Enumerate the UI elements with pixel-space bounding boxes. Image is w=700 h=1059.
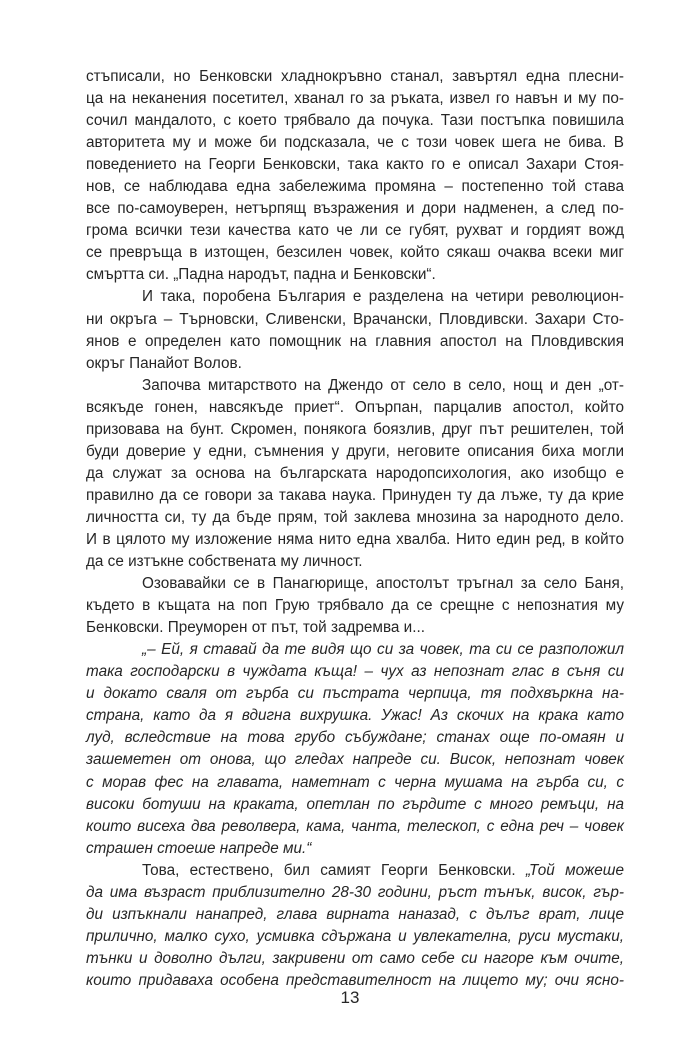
text-line: които придаваха особена представителност на лицето му; очи ясно- xyxy=(86,971,624,989)
text-line: личността си, ту да бъде прям, той заклева мнозина за народното дело. xyxy=(86,508,624,526)
text-line: смъртта си. „Падна народът, падна и Бенковски“. xyxy=(86,266,436,284)
text-line: янов е определен като помощник на главния апостол на Пловдивския xyxy=(86,332,624,350)
quote-line: страшен стоеше напреде ми.“ xyxy=(86,839,312,857)
text-line: където в къщата на поп Грую трябвало да се срещне с непознатия му xyxy=(86,597,624,615)
text-line: стъписали, но Бенковски хладнокръвно станал, завъртял една плесни- xyxy=(86,68,624,85)
block-quote xyxy=(86,639,624,859)
text-line: ди изпъкнали нанапред, глава вирната наназад, с дълъг врат, лице xyxy=(86,905,624,923)
text-line: сочил мандалото, с което трябвало да почука. Тази постъпка повишила xyxy=(86,112,624,130)
text-line: Озовавайки се в Панагюрище, апостолът тръгнал за село Баня, xyxy=(142,575,624,593)
text-line: призовава на бунт. Скромен, понякога боязлив, друг път решителен, той xyxy=(86,420,624,438)
text-line: И така, поробена България е разделена на четири революцион- xyxy=(142,288,624,306)
text-line: авторитета му и може би подсказала, че с този човек шега не бива. В xyxy=(86,134,624,152)
quote-line: луд, вследствие на това грубо събуждане; станах още по-омаян и xyxy=(86,729,624,747)
page-text xyxy=(86,66,624,992)
text-line: да има възраст приблизително 28-30 години, ръст тънък, висок, гър- xyxy=(86,883,624,901)
text-line: буди доверие у едни, съмнения у други, неговите описания биха могли xyxy=(86,442,624,460)
text-line: Бенковски. Преуморен от път, той задремва и... xyxy=(86,619,425,637)
quote-line: които висеха два револвера, кама, чанта, телескоп, с една реч – човек xyxy=(86,817,624,835)
text-line: И в цялото му изложение няма нито една хвалба. Нито един ред, в който xyxy=(86,530,624,548)
quote-line: и докато сваля от гърба си пъстрата черпица, тя подхвъркна на- xyxy=(86,685,624,703)
text-line: да се изтъкне собствената му личност. xyxy=(86,553,363,571)
text-line: правилно да се говори за такава наука. Принуден ту да лъже, ту да крие xyxy=(86,486,624,504)
text-line: тънки и доволно дълги, закривени от само себе си нагоре към очите, xyxy=(86,949,624,967)
text-line: всякъде гонен, навсякъде приет“. Опърпан, парцалив апостол, който xyxy=(86,398,624,416)
quote-line: високи ботуши на краката, опетлан по гърдите с много ремъци, на xyxy=(86,795,624,813)
text-line: Започва митарството на Джендо от село в село, нощ и ден „от- xyxy=(142,376,624,394)
paragraph xyxy=(86,375,624,573)
text-line: окръг Панайот Волов. xyxy=(86,354,242,372)
quote-line: страна, като да я вдигна вихрушка. Ужас! Аз скочих на крака като xyxy=(86,707,624,725)
quote-line: така господарски в чуждата къща! – чух аз непознат глас в съня си xyxy=(86,663,624,681)
quote-line: с морав фес на главата, наметнат с черна мушама на гърба си, с xyxy=(86,773,624,791)
page-number: 13 xyxy=(340,988,360,1007)
text-line: поведението на Георги Бенковски, така както го е описал Захари Стоя- xyxy=(86,156,624,174)
text-line: ца на неканения посетител, хванал го за ръката, извел го навън и му по- xyxy=(86,90,624,108)
paragraph xyxy=(86,573,624,639)
text-line: прилично, малко сухо, усмивка сдържана и увлекателна, руси мустаки, xyxy=(86,927,624,945)
text-line: все по-самоуверен, нетърпящ възражения и дори надменен, а след по- xyxy=(86,200,624,218)
text-line: грома всички тези качества като че ли се губят, рухват и гордият вожд xyxy=(86,222,624,240)
quote-line: „– Ей, я ставай да те видя що си за човек, та си се разположил xyxy=(142,641,624,659)
text-line: се превръща в изтощен, безсилен човек, който сякаш очаква всеки миг xyxy=(86,244,624,262)
paragraph xyxy=(86,860,624,992)
text-line: Това, естествено, бил самият Георги Бенковски. „Той можеше xyxy=(142,861,624,879)
paragraph xyxy=(86,66,624,286)
text-line: да служат за основа на българската народопсихология, ако изобщо е xyxy=(86,464,624,482)
paragraph xyxy=(86,286,624,374)
text-line: нов, се наблюдава една забележима промяна – постепенно той става xyxy=(86,178,624,196)
text-line: ни окръга – Търновски, Сливенски, Врачански, Пловдивски. Захари Сто- xyxy=(86,310,624,328)
quote-line: зашеметен от онова, що гледах напреде си. Висок, непознат човек xyxy=(86,751,624,769)
